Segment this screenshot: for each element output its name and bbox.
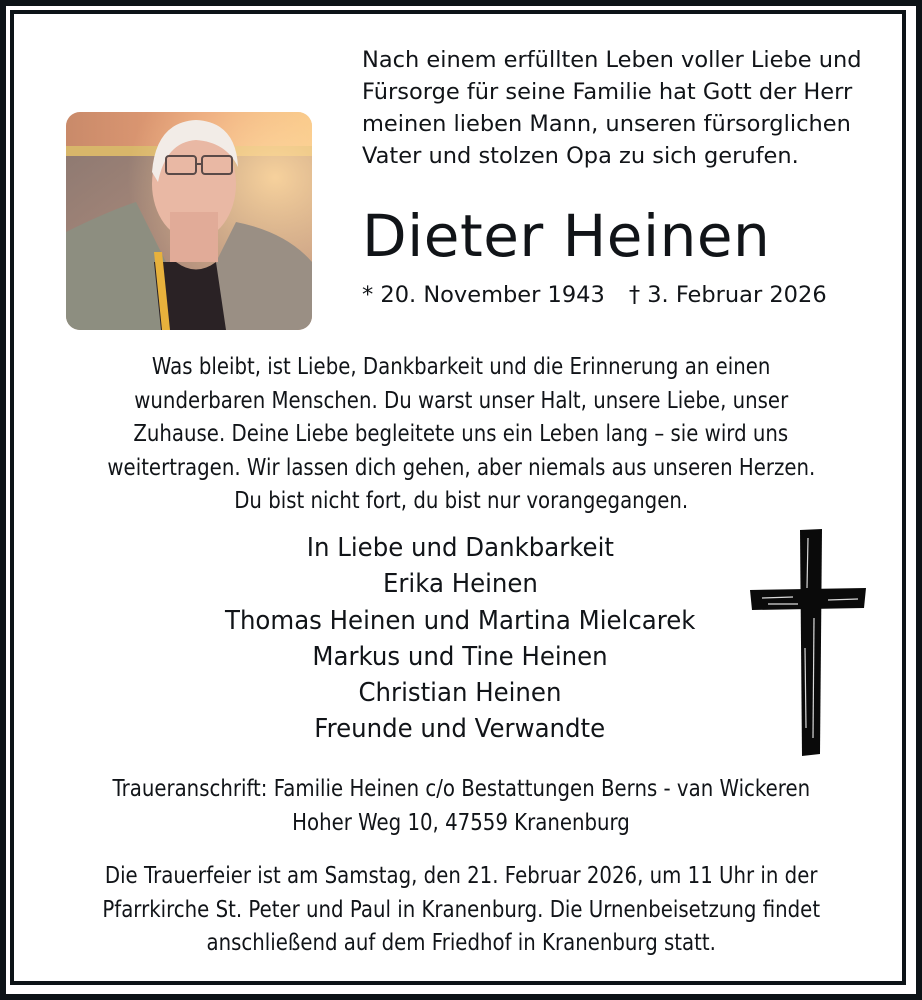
mourners-heading: In Liebe und Dankbarkeit: [306, 533, 614, 563]
intro-line: Fürsorge für seine Familie hat Gott der Herr: [362, 79, 853, 105]
cross-icon: [748, 528, 868, 756]
intro-text: [362, 44, 882, 172]
quote-line: Was bleibt, ist Liebe, Dankbarkeit und die Erinnerung an einen: [151, 352, 771, 380]
mourner-name: Thomas Heinen und Martina Mielcarek: [224, 605, 696, 636]
intro-line: meinen lieben Mann, unseren fürsorglichen: [362, 111, 851, 137]
quote-line: Zuhause. Deine Liebe begleitete uns ein Leben lang – sie wird uns: [133, 419, 789, 447]
ceremony-line: Die Trauerfeier ist am Samstag, den 21. Februar 2026, um 11 Uhr in der: [104, 861, 818, 889]
mourner-name: Freunde und Verwandte: [314, 714, 606, 745]
quote-line: wunderbaren Menschen. Du warst unser Halt, unsere Liebe, unser: [134, 385, 788, 414]
memorial-quote: [0, 350, 922, 518]
death-date: † 3. Februar 2026: [628, 282, 827, 308]
mourning-address: [0, 772, 922, 839]
intro-line: Nach einem erfüllten Leben voller Liebe und: [362, 47, 862, 73]
intro-line: Vater und stolzen Opa zu sich gerufen.: [362, 143, 799, 169]
mourner-name: Markus und Tine Heinen: [312, 641, 608, 672]
mourner-name: Erika Heinen: [382, 569, 538, 600]
quote-line: weitertragen. Wir lassen dich gehen, aber niemals aus unseren Herzen.: [107, 452, 815, 481]
life-dates: [362, 280, 827, 310]
birth-date: * 20. November 1943: [362, 282, 605, 308]
mourner-name: Christian Heinen: [358, 678, 562, 709]
address-line: Traueranschrift: Familie Heinen c/o Bestattungen Berns - van Wickeren: [112, 774, 810, 802]
ceremony-line: Pfarrkirche St. Peter und Paul in Kranenburg. Die Urnenbeisetzung findet: [102, 894, 820, 923]
ceremony-info: [0, 859, 922, 960]
quote-line: Du bist nicht fort, du bist nur vorangegangen.: [234, 486, 688, 514]
address-line: Hoher Weg 10, 47559 Kranenburg: [292, 807, 630, 836]
deceased-name: Dieter Heinen: [362, 202, 771, 270]
portrait-photo: [66, 112, 312, 330]
ceremony-line: anschließend auf dem Friedhof in Kranenburg statt.: [206, 928, 716, 956]
